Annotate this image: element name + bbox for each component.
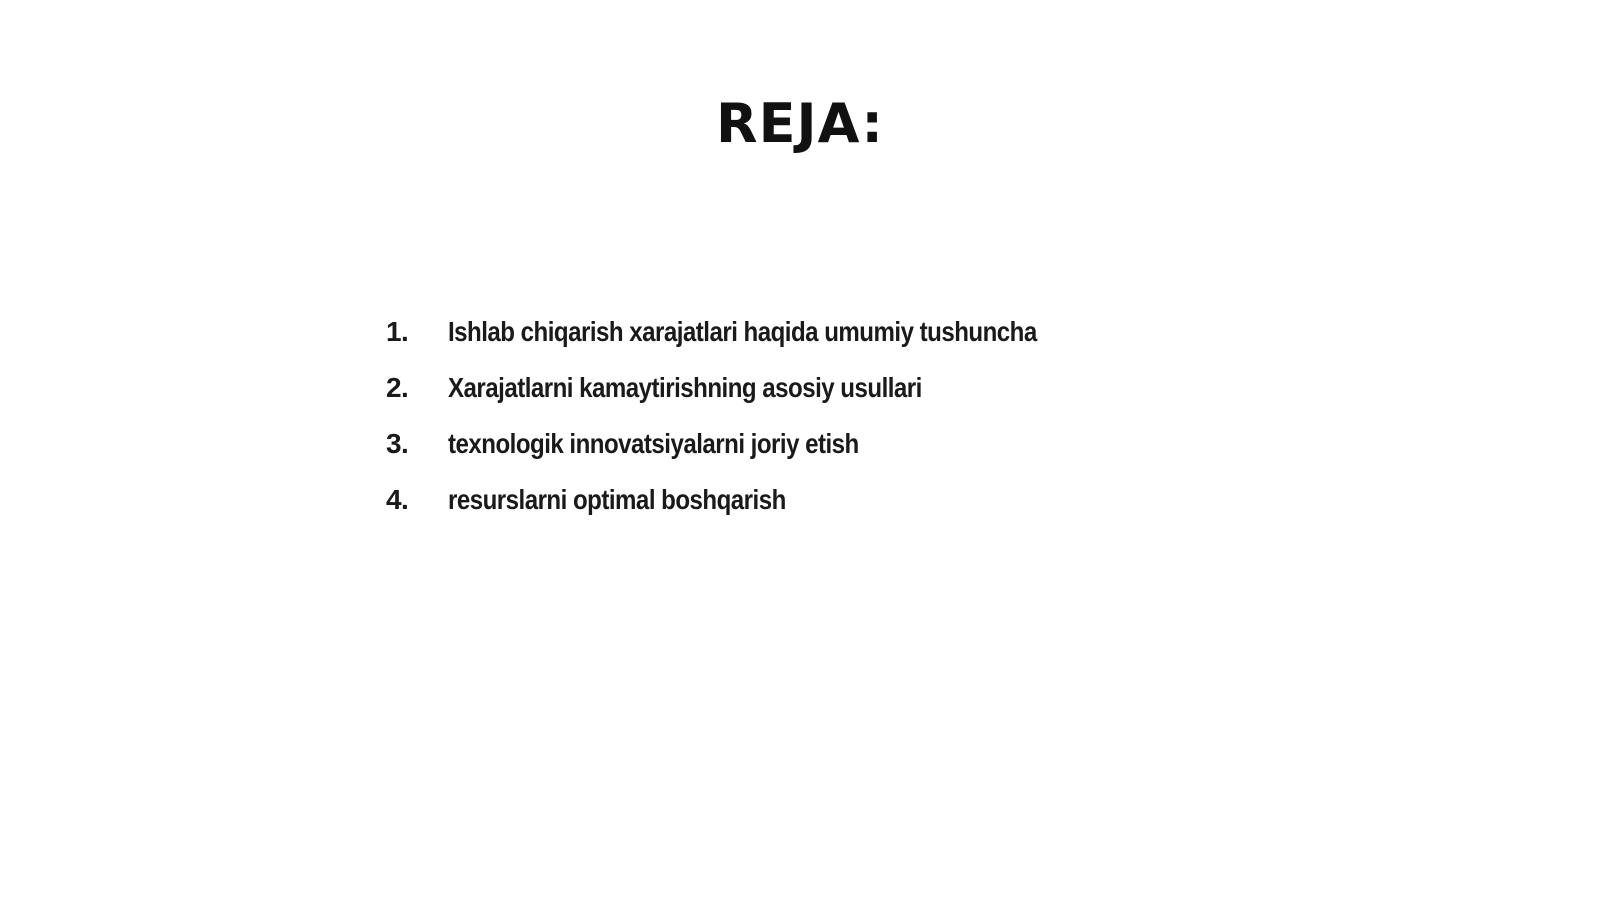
plan-item-number: 2. [386,372,409,403]
plan-item-2 [386,372,1133,428]
plan-list [386,316,1133,540]
plan-item-4 [386,484,1133,540]
plan-item-number: 4. [386,484,409,515]
plan-item-text: texnologik innovatsiyalarni joriy etish [448,428,859,459]
slide-title: REJA: [716,92,884,155]
plan-item-text: Ishlab chiqarish xarajatlari haqida umumiy tushuncha [448,316,1037,347]
plan-item-number: 3. [386,428,409,459]
plan-item-number: 1. [386,316,409,347]
plan-item-1 [386,316,1133,372]
plan-item-text: resurslarni optimal boshqarish [448,484,786,515]
plan-item-3 [386,428,1133,484]
plan-item-text: Xarajatlarni kamaytirishning asosiy usullari [448,372,922,403]
